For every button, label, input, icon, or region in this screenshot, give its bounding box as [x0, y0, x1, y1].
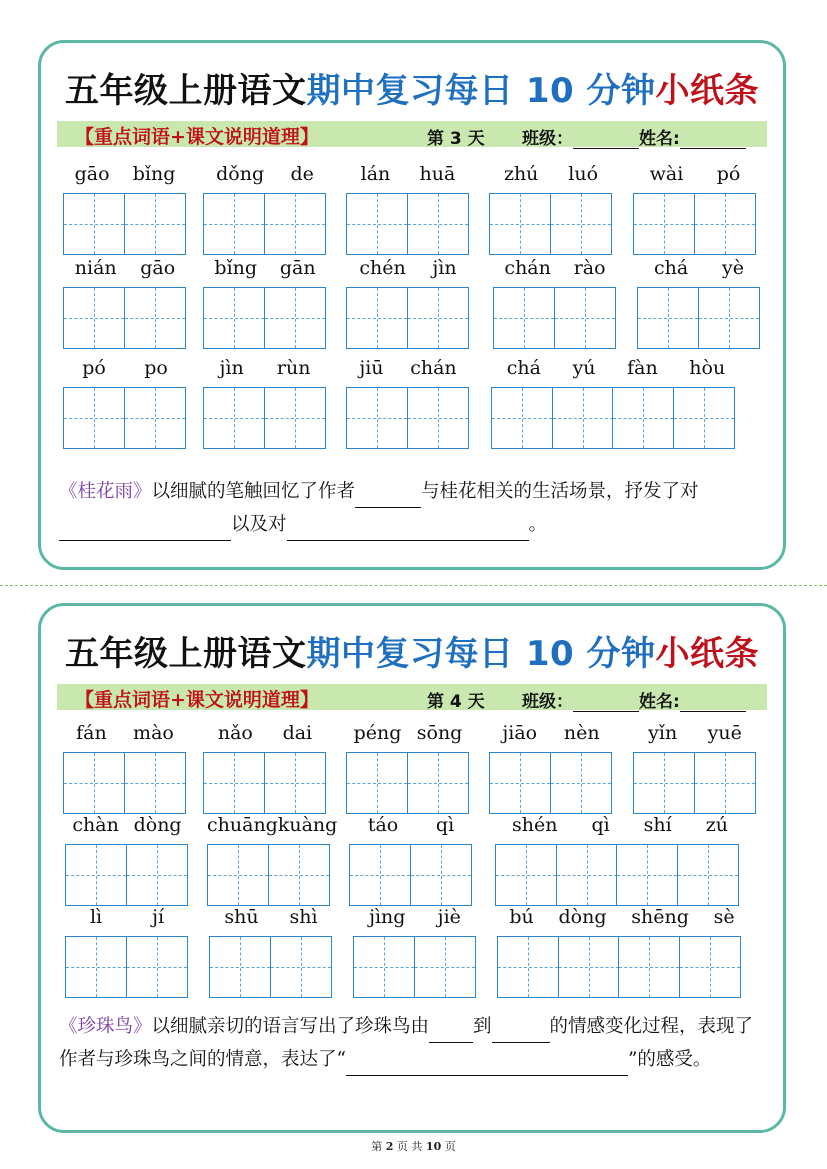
- fill-blank[interactable]: [355, 507, 421, 508]
- writing-cell[interactable]: [612, 387, 674, 449]
- book-title: 《桂花雨》: [59, 481, 152, 502]
- pinyin-label: rào: [573, 257, 606, 279]
- writing-cell[interactable]: [270, 936, 332, 998]
- writing-cell[interactable]: [203, 387, 265, 449]
- writing-cell[interactable]: [554, 287, 616, 349]
- cut-line: [0, 585, 827, 586]
- writing-cell[interactable]: [65, 936, 127, 998]
- page-footer: 第 2 页 共 10 页: [371, 1140, 456, 1153]
- pinyin-label: chàn: [72, 814, 119, 836]
- word-group: [489, 722, 613, 814]
- pinyin-label: shén: [511, 814, 558, 836]
- writing-cell[interactable]: [493, 287, 555, 349]
- word-group-4char: [491, 357, 741, 449]
- pinyin-label: fán: [76, 722, 107, 744]
- pinyin-label: shí: [643, 814, 672, 836]
- pinyin-label: nǎo: [217, 722, 253, 744]
- writing-cell[interactable]: [63, 752, 125, 814]
- pinyin-label: jiū: [359, 357, 384, 379]
- word-group: [203, 163, 327, 255]
- pinyin-label: dai: [282, 722, 313, 744]
- pinyin-label: po: [144, 357, 168, 379]
- word-group: [203, 357, 327, 449]
- pinyin-label: kuàng: [277, 814, 338, 836]
- word-group-4char: [497, 906, 747, 998]
- pinyin-label: jìn: [219, 357, 244, 379]
- fill-blank[interactable]: [429, 1042, 473, 1043]
- pinyin-label: zú: [705, 814, 728, 836]
- worksheet-card-day4: [38, 603, 786, 1133]
- pinyin-label: pó: [716, 163, 741, 185]
- pinyin-label: yè: [722, 257, 745, 279]
- lesson-summary: 《桂花雨》以细腻的笔触回忆了作者 与桂花相关的生活场景，抒发了对以及对 。: [59, 475, 769, 541]
- pinyin-label: chén: [359, 257, 406, 279]
- book-title: 《珍珠鸟》: [59, 1016, 152, 1037]
- pinyin-label: dòng: [133, 814, 182, 836]
- writing-cell[interactable]: [63, 287, 125, 349]
- pinyin-label: huā: [419, 163, 456, 185]
- pinyin-label: mào: [133, 722, 174, 744]
- pinyin-label: luó: [568, 163, 599, 185]
- pinyin-label: lì: [89, 906, 103, 928]
- writing-cell[interactable]: [550, 193, 612, 255]
- writing-cell[interactable]: [637, 287, 699, 349]
- class-name-fields: 班级： 姓名:: [522, 124, 746, 149]
- name-blank[interactable]: [680, 148, 746, 149]
- pinyin-label: jìng: [369, 906, 406, 928]
- writing-cell[interactable]: [268, 844, 330, 906]
- day-label: 第 3 天: [427, 129, 485, 149]
- pinyin-label: gān: [279, 257, 316, 279]
- writing-cell[interactable]: [126, 844, 188, 906]
- pinyin-label: wài: [649, 163, 684, 185]
- pinyin-label: jìn: [432, 257, 457, 279]
- word-group: [209, 906, 333, 998]
- pinyin-label: sè: [713, 906, 735, 928]
- pinyin-label: qì: [591, 814, 610, 836]
- worksheet-title: 五年级上册语文期中复习每日 10 分钟小纸条: [65, 634, 759, 674]
- writing-cell[interactable]: [489, 752, 551, 814]
- writing-cell[interactable]: [407, 193, 469, 255]
- writing-cell[interactable]: [124, 287, 186, 349]
- writing-cell[interactable]: [264, 193, 326, 255]
- word-group: [203, 257, 327, 349]
- writing-cell[interactable]: [497, 936, 559, 998]
- pinyin-label: sōng: [416, 722, 463, 744]
- writing-cell[interactable]: [264, 752, 326, 814]
- pinyin-label: jiè: [437, 906, 461, 928]
- pinyin-label: yú: [572, 357, 596, 379]
- day-label: 第 4 天: [427, 692, 485, 712]
- word-group: [203, 722, 327, 814]
- writing-cell[interactable]: [203, 752, 265, 814]
- word-group: [633, 722, 757, 814]
- writing-cell[interactable]: [677, 844, 739, 906]
- writing-cell[interactable]: [550, 752, 612, 814]
- word-group: [65, 814, 189, 906]
- worksheet-title: 五年级上册语文期中复习每日 10 分钟小纸条: [65, 71, 759, 111]
- word-group: [353, 906, 477, 998]
- pinyin-label: jí: [152, 906, 165, 928]
- writing-cell[interactable]: [679, 936, 741, 998]
- writing-cell[interactable]: [203, 193, 265, 255]
- word-group: [63, 163, 187, 255]
- word-group: [346, 257, 470, 349]
- word-group: [63, 722, 187, 814]
- writing-cell[interactable]: [124, 193, 186, 255]
- pinyin-label: gāo: [140, 257, 176, 279]
- word-group: [489, 163, 613, 255]
- writing-cell[interactable]: [346, 193, 408, 255]
- pinyin-label: yǐn: [648, 722, 678, 744]
- pinyin-label: péng: [353, 722, 402, 744]
- pinyin-label: gāo: [74, 163, 110, 185]
- word-group: [633, 163, 757, 255]
- writing-cell[interactable]: [414, 936, 476, 998]
- fill-blank[interactable]: [346, 1075, 588, 1076]
- word-group: [63, 257, 187, 349]
- writing-cell[interactable]: [410, 844, 472, 906]
- fill-blank[interactable]: [59, 540, 231, 541]
- writing-cell[interactable]: [126, 936, 188, 998]
- word-group: [493, 257, 617, 349]
- subtitle-banner: [57, 684, 767, 710]
- writing-cell[interactable]: [346, 752, 408, 814]
- word-group: [346, 357, 470, 449]
- worksheet-card-day3: [38, 40, 786, 570]
- subtitle-banner: [57, 121, 767, 147]
- pinyin-label: chá: [506, 357, 541, 379]
- writing-cell[interactable]: [633, 193, 695, 255]
- fill-blank[interactable]: [588, 1075, 628, 1076]
- class-blank[interactable]: [573, 148, 639, 149]
- writing-cell[interactable]: [616, 844, 678, 906]
- writing-cell[interactable]: [407, 752, 469, 814]
- writing-cell[interactable]: [203, 287, 265, 349]
- subtitle: 【重点词语+课文说明道理】: [75, 126, 319, 148]
- pinyin-label: bǐng: [132, 163, 176, 185]
- lesson-summary: 《珍珠鸟》以细腻亲切的语言写出了珍珠鸟由 到 的情感变化过程，表现了作者与珍珠鸟之间的情意，表达了“ ”的感受。: [59, 1010, 769, 1076]
- pinyin-label: yuē: [707, 722, 742, 744]
- writing-cell[interactable]: [698, 287, 760, 349]
- writing-cell[interactable]: [407, 287, 469, 349]
- word-group: [346, 722, 470, 814]
- word-group: [63, 357, 187, 449]
- word-group: [207, 814, 338, 906]
- name-blank[interactable]: [680, 711, 746, 712]
- pinyin-label: nián: [74, 257, 117, 279]
- writing-cell[interactable]: [552, 387, 614, 449]
- pinyin-label: de: [290, 163, 314, 185]
- word-group: [637, 257, 761, 349]
- writing-cell[interactable]: [694, 752, 756, 814]
- current-page: 2: [385, 1140, 394, 1153]
- writing-cell[interactable]: [489, 193, 551, 255]
- writing-cell[interactable]: [407, 387, 469, 449]
- pinyin-label: shū: [224, 906, 259, 928]
- writing-cell[interactable]: [346, 287, 408, 349]
- word-group-4char: [495, 814, 745, 906]
- total-pages: 10: [425, 1140, 442, 1153]
- class-name-fields: 班级： 姓名:: [522, 687, 746, 712]
- pinyin-label: qì: [435, 814, 455, 836]
- writing-cell[interactable]: [618, 936, 680, 998]
- writing-cell[interactable]: [346, 387, 408, 449]
- writing-cell[interactable]: [353, 936, 415, 998]
- word-group: [65, 906, 189, 998]
- writing-cell[interactable]: [495, 844, 557, 906]
- writing-cell[interactable]: [209, 936, 271, 998]
- pinyin-label: fàn: [627, 357, 658, 379]
- word-group: [346, 163, 470, 255]
- word-group: [349, 814, 473, 906]
- pinyin-label: dǒng: [216, 163, 265, 185]
- pinyin-label: táo: [367, 814, 399, 836]
- pinyin-label: shì: [289, 906, 318, 928]
- writing-cell[interactable]: [633, 752, 695, 814]
- writing-cell[interactable]: [556, 844, 618, 906]
- writing-cell[interactable]: [558, 936, 620, 998]
- fill-blank[interactable]: [287, 540, 529, 541]
- writing-cell[interactable]: [207, 844, 269, 906]
- pinyin-label: nèn: [563, 722, 600, 744]
- pinyin-label: hòu: [689, 357, 726, 379]
- pinyin-label: chán: [504, 257, 551, 279]
- writing-cell[interactable]: [124, 752, 186, 814]
- writing-cell[interactable]: [673, 387, 735, 449]
- pinyin-label: shēng: [631, 906, 689, 928]
- pinyin-label: bú: [509, 906, 534, 928]
- writing-cell[interactable]: [63, 193, 125, 255]
- writing-cell[interactable]: [63, 387, 125, 449]
- pinyin-label: dòng: [558, 906, 607, 928]
- writing-cell[interactable]: [264, 387, 326, 449]
- pinyin-label: chá: [653, 257, 689, 279]
- pinyin-label: bǐng: [214, 257, 258, 279]
- fill-blank[interactable]: [492, 1042, 550, 1043]
- writing-cell[interactable]: [264, 287, 326, 349]
- pinyin-label: lán: [360, 163, 391, 185]
- pinyin-label: zhú: [503, 163, 539, 185]
- subtitle: 【重点词语+课文说明道理】: [75, 689, 319, 711]
- pinyin-label: chuāng: [207, 814, 278, 836]
- pinyin-label: pó: [82, 357, 106, 379]
- writing-cell[interactable]: [491, 387, 553, 449]
- pinyin-label: jiāo: [502, 722, 538, 744]
- class-blank[interactable]: [573, 711, 639, 712]
- writing-cell[interactable]: [694, 193, 756, 255]
- pinyin-label: chán: [410, 357, 457, 379]
- writing-cell[interactable]: [65, 844, 127, 906]
- pinyin-label: rùn: [276, 357, 311, 379]
- writing-cell[interactable]: [124, 387, 186, 449]
- writing-cell[interactable]: [349, 844, 411, 906]
